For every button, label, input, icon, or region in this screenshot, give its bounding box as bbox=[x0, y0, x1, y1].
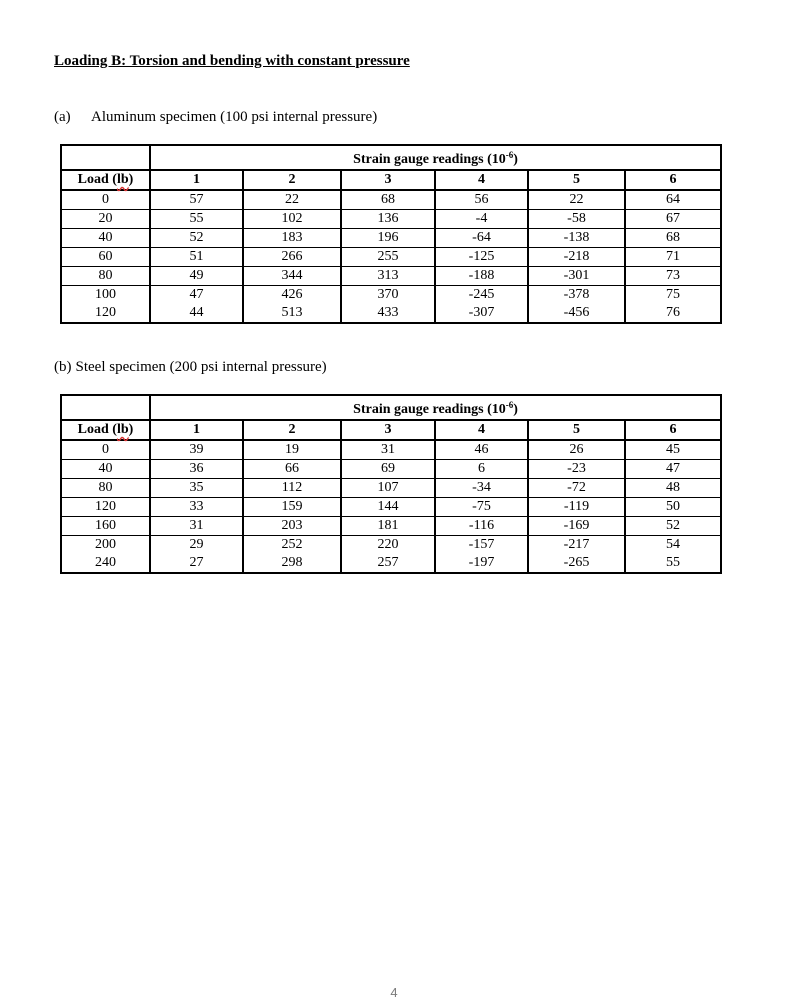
strain-table-steel bbox=[60, 394, 722, 574]
table-row bbox=[61, 267, 721, 286]
load-cell: 100 bbox=[61, 286, 150, 305]
reading-cell: 136 bbox=[341, 210, 435, 229]
caption-text: Aluminum specimen (100 psi internal pressure) bbox=[91, 109, 378, 125]
page-number: 4 bbox=[390, 985, 398, 1000]
table-row bbox=[61, 248, 721, 267]
strain-gauge-header: Strain gauge readings $(10^{-6})$ bbox=[150, 395, 721, 420]
reading-cell: -138 bbox=[528, 229, 625, 248]
gauge-column-header: 5 bbox=[528, 170, 625, 190]
load-cell: 120 bbox=[61, 304, 150, 323]
reading-cell: 266 bbox=[243, 248, 341, 267]
load-cell: 200 bbox=[61, 536, 150, 555]
gauge-column-header: 5 bbox=[528, 420, 625, 440]
caption-aluminum bbox=[54, 109, 377, 126]
reading-cell: -4 bbox=[435, 210, 528, 229]
reading-cell: 46 bbox=[435, 440, 528, 460]
caption-text: Steel specimen (200 psi internal pressure) bbox=[75, 359, 327, 375]
table-row bbox=[61, 460, 721, 479]
reading-cell: 64 bbox=[625, 190, 721, 210]
reading-cell: -217 bbox=[528, 536, 625, 555]
reading-cell: 51 bbox=[150, 248, 243, 267]
reading-cell: 45 bbox=[625, 440, 721, 460]
load-cell: 120 bbox=[61, 498, 150, 517]
reading-cell: 54 bbox=[625, 536, 721, 555]
reading-cell: 31 bbox=[150, 517, 243, 536]
reading-cell: 75 bbox=[625, 286, 721, 305]
reading-cell: -245 bbox=[435, 286, 528, 305]
reading-cell: 513 bbox=[243, 304, 341, 323]
table-row bbox=[61, 304, 721, 323]
reading-cell: 73 bbox=[625, 267, 721, 286]
reading-cell: 47 bbox=[150, 286, 243, 305]
reading-cell: 112 bbox=[243, 479, 341, 498]
reading-cell: -23 bbox=[528, 460, 625, 479]
reading-cell: 47 bbox=[625, 460, 721, 479]
reading-cell: 22 bbox=[243, 190, 341, 210]
reading-cell: 69 bbox=[341, 460, 435, 479]
gauge-column-header: 6 bbox=[625, 170, 721, 190]
reading-cell: 298 bbox=[243, 554, 341, 573]
table-row bbox=[61, 554, 721, 573]
reading-cell: 255 bbox=[341, 248, 435, 267]
reading-cell: 220 bbox=[341, 536, 435, 555]
reading-cell: 48 bbox=[625, 479, 721, 498]
load-cell: 80 bbox=[61, 479, 150, 498]
gauge-column-header: 3 bbox=[341, 420, 435, 440]
reading-cell: 39 bbox=[150, 440, 243, 460]
reading-cell: 159 bbox=[243, 498, 341, 517]
reading-cell: -157 bbox=[435, 536, 528, 555]
load-cell: 80 bbox=[61, 267, 150, 286]
reading-cell: -378 bbox=[528, 286, 625, 305]
reading-cell: 27 bbox=[150, 554, 243, 573]
reading-cell: 426 bbox=[243, 286, 341, 305]
reading-cell: 344 bbox=[243, 267, 341, 286]
load-column-header: Load (lb) bbox=[61, 420, 150, 440]
reading-cell: 50 bbox=[625, 498, 721, 517]
load-column-header: Load (lb) bbox=[61, 170, 150, 190]
load-cell: 0 bbox=[61, 190, 150, 210]
strain-gauge-header: Strain gauge readings $(10^{-6})$ bbox=[150, 145, 721, 170]
header-blank-cell bbox=[61, 395, 150, 420]
reading-cell: 57 bbox=[150, 190, 243, 210]
reading-cell: 257 bbox=[341, 554, 435, 573]
reading-cell: 196 bbox=[341, 229, 435, 248]
load-cell: 0 bbox=[61, 440, 150, 460]
gauge-column-header: 4 bbox=[435, 420, 528, 440]
table-row bbox=[61, 440, 721, 460]
reading-cell: -58 bbox=[528, 210, 625, 229]
reading-cell: -218 bbox=[528, 248, 625, 267]
reading-cell: 71 bbox=[625, 248, 721, 267]
table-row bbox=[61, 229, 721, 248]
load-cell: 40 bbox=[61, 229, 150, 248]
reading-cell: 76 bbox=[625, 304, 721, 323]
table-row bbox=[61, 517, 721, 536]
reading-cell: 144 bbox=[341, 498, 435, 517]
caption-label: (a) bbox=[54, 109, 71, 125]
gauge-column-header: 2 bbox=[243, 170, 341, 190]
reading-cell: 19 bbox=[243, 440, 341, 460]
reading-cell: 55 bbox=[625, 554, 721, 573]
reading-cell: 44 bbox=[150, 304, 243, 323]
table-row bbox=[61, 536, 721, 555]
load-cell: 240 bbox=[61, 554, 150, 573]
reading-cell: 26 bbox=[528, 440, 625, 460]
reading-cell: 102 bbox=[243, 210, 341, 229]
header-blank-cell bbox=[61, 145, 150, 170]
reading-cell: 29 bbox=[150, 536, 243, 555]
reading-cell: -197 bbox=[435, 554, 528, 573]
gauge-column-header: 6 bbox=[625, 420, 721, 440]
load-cell: 160 bbox=[61, 517, 150, 536]
reading-cell: 36 bbox=[150, 460, 243, 479]
reading-cell: 252 bbox=[243, 536, 341, 555]
reading-cell: 67 bbox=[625, 210, 721, 229]
reading-cell: 433 bbox=[341, 304, 435, 323]
reading-cell: 313 bbox=[341, 267, 435, 286]
table-row bbox=[61, 479, 721, 498]
reading-cell: -307 bbox=[435, 304, 528, 323]
load-cell: 60 bbox=[61, 248, 150, 267]
reading-cell: -72 bbox=[528, 479, 625, 498]
table-row bbox=[61, 190, 721, 210]
gauge-column-header: 1 bbox=[150, 170, 243, 190]
table-row bbox=[61, 210, 721, 229]
reading-cell: -125 bbox=[435, 248, 528, 267]
gauge-column-header: 1 bbox=[150, 420, 243, 440]
load-cell: 40 bbox=[61, 460, 150, 479]
reading-cell: 56 bbox=[435, 190, 528, 210]
reading-cell: -188 bbox=[435, 267, 528, 286]
gauge-column-header: 3 bbox=[341, 170, 435, 190]
reading-cell: 370 bbox=[341, 286, 435, 305]
reading-cell: -301 bbox=[528, 267, 625, 286]
reading-cell: 6 bbox=[435, 460, 528, 479]
reading-cell: -64 bbox=[435, 229, 528, 248]
reading-cell: 33 bbox=[150, 498, 243, 517]
reading-cell: -169 bbox=[528, 517, 625, 536]
reading-cell: 203 bbox=[243, 517, 341, 536]
reading-cell: 68 bbox=[341, 190, 435, 210]
reading-cell: -265 bbox=[528, 554, 625, 573]
reading-cell: -34 bbox=[435, 479, 528, 498]
reading-cell: 68 bbox=[625, 229, 721, 248]
section-heading: Loading B: Torsion and bending with constant pressure bbox=[54, 53, 410, 69]
caption-label: (b) bbox=[54, 359, 72, 375]
reading-cell: 35 bbox=[150, 479, 243, 498]
reading-cell: 107 bbox=[341, 479, 435, 498]
reading-cell: 55 bbox=[150, 210, 243, 229]
gauge-column-header: 2 bbox=[243, 420, 341, 440]
reading-cell: 66 bbox=[243, 460, 341, 479]
table-row bbox=[61, 286, 721, 305]
reading-cell: 52 bbox=[625, 517, 721, 536]
reading-cell: 31 bbox=[341, 440, 435, 460]
reading-cell: -456 bbox=[528, 304, 625, 323]
caption-steel bbox=[54, 359, 327, 376]
reading-cell: 49 bbox=[150, 267, 243, 286]
strain-table-aluminum bbox=[60, 144, 722, 324]
table-row bbox=[61, 498, 721, 517]
reading-cell: -116 bbox=[435, 517, 528, 536]
load-cell: 20 bbox=[61, 210, 150, 229]
reading-cell: 183 bbox=[243, 229, 341, 248]
gauge-column-header: 4 bbox=[435, 170, 528, 190]
reading-cell: -119 bbox=[528, 498, 625, 517]
reading-cell: 52 bbox=[150, 229, 243, 248]
reading-cell: 181 bbox=[341, 517, 435, 536]
reading-cell: 22 bbox=[528, 190, 625, 210]
reading-cell: -75 bbox=[435, 498, 528, 517]
